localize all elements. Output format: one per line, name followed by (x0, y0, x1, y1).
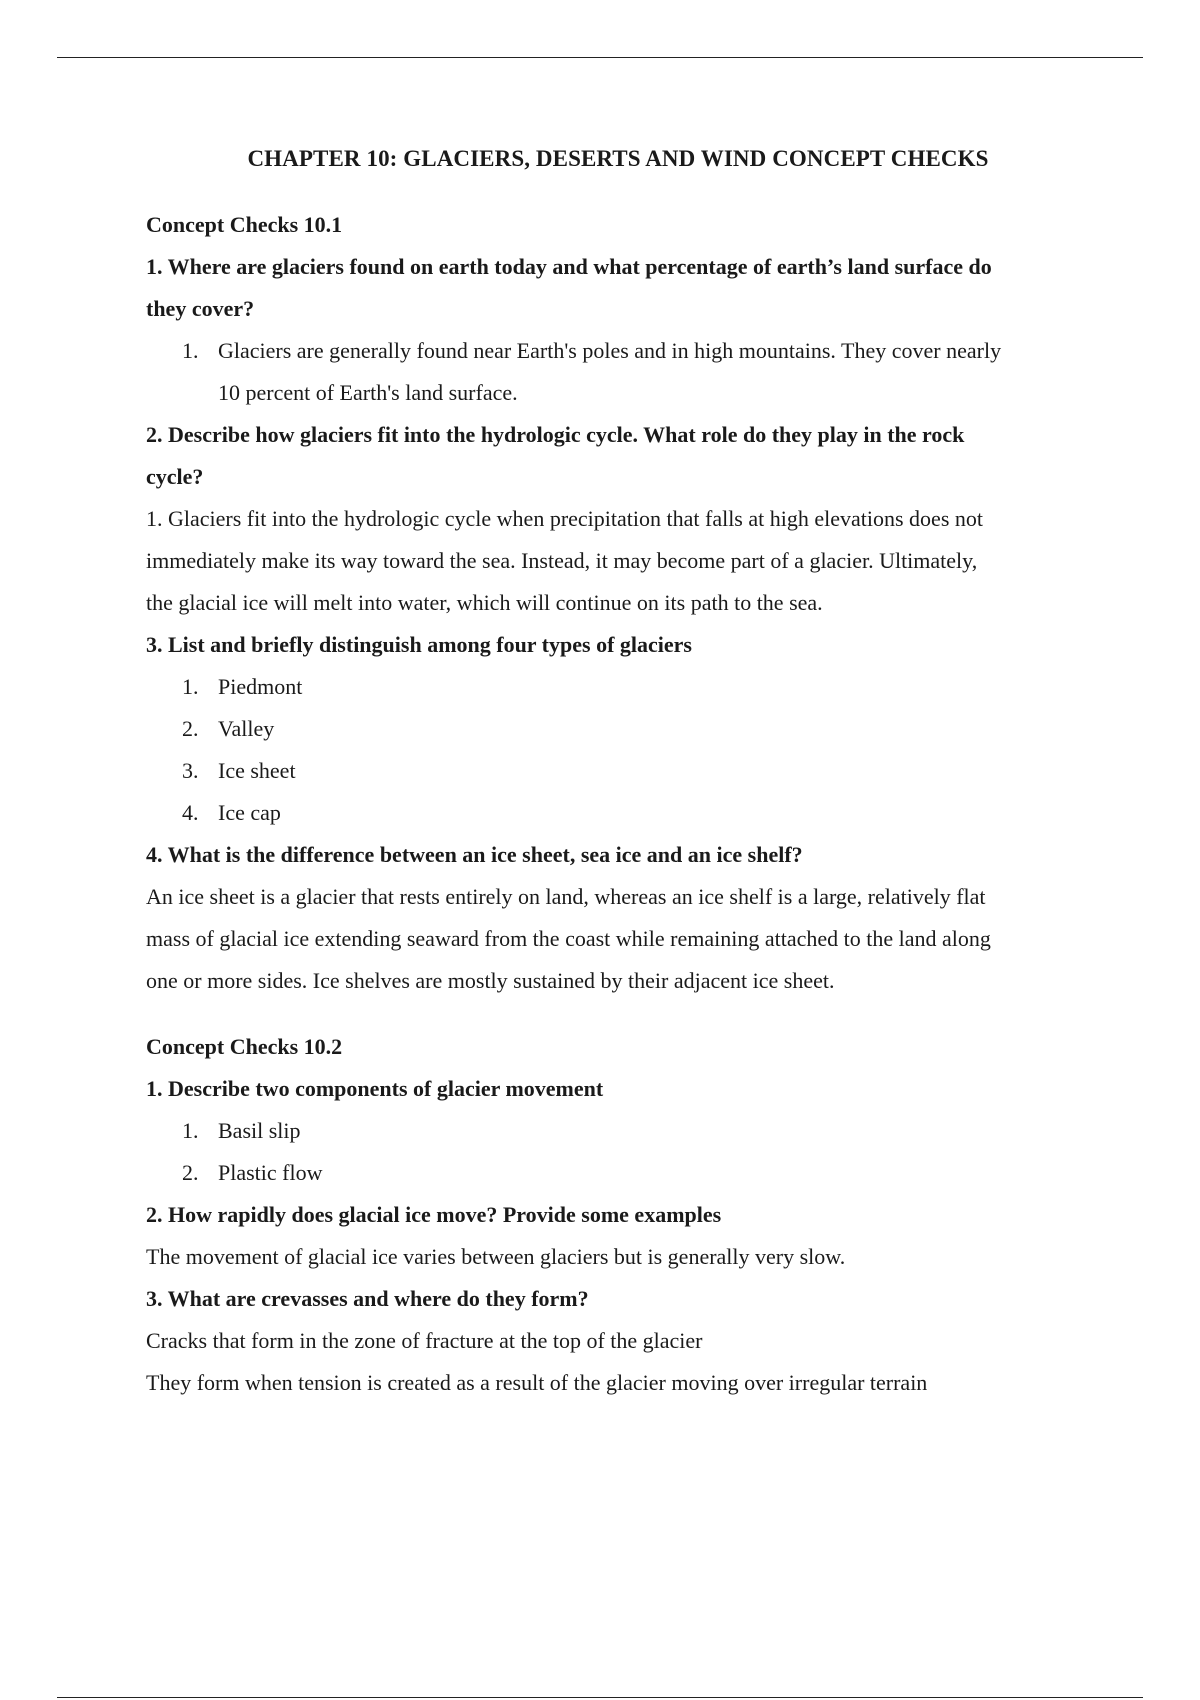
answer-2-2: The movement of glacial ice varies between glaciers but is generally very slow. (146, 1244, 846, 1269)
list-item (146, 670, 1086, 712)
question-2-1: 1. Describe two components of glacier movement (146, 1076, 604, 1101)
answer-2-line-2: immediately make its way toward the sea. Instead, it may become part of a glacier. Ultimately, (146, 548, 978, 573)
list-number: 2. (182, 1160, 199, 1185)
answer-1-item (146, 334, 1086, 376)
section-heading-10-1: Concept Checks 10.1 (146, 212, 343, 237)
answer-4-line-2: mass of glacial ice extending seaward from the coast while remaining attached to the land along (146, 926, 991, 951)
section-gap (146, 1006, 1086, 1030)
list-text: Ice sheet (218, 758, 296, 783)
list-number: 4. (182, 800, 199, 825)
list-number: 1. (182, 674, 199, 699)
list-text: Plastic flow (218, 1160, 323, 1185)
answer-2-3-line-2: They form when tension is created as a result of the glacier moving over irregular terrain (146, 1370, 928, 1395)
list-text: Valley (218, 716, 275, 741)
list-number: 1. (182, 1118, 199, 1143)
answer-4-line-3: one or more sides. Ice shelves are mostly sustained by their adjacent ice sheet. (146, 968, 835, 993)
question-4: 4. What is the difference between an ice sheet, sea ice and an ice shelf? (146, 842, 803, 867)
bottom-rule (57, 1697, 1143, 1698)
list-item (146, 1114, 1086, 1156)
question-3: 3. List and briefly distinguish among four types of glaciers (146, 632, 692, 657)
answer-2-line-1: 1. Glaciers fit into the hydrologic cycle when precipitation that falls at high elevations does not (146, 506, 983, 531)
page-title: CHAPTER 10: GLACIERS, DESERTS AND WIND CONCEPT CHECKS (247, 146, 989, 171)
list-number: 3. (182, 758, 199, 783)
list-text: Basil slip (218, 1118, 301, 1143)
list-item (146, 1156, 1086, 1198)
list-number: 1. (182, 338, 199, 363)
answer-4-line-1: An ice sheet is a glacier that rests entirely on land, whereas an ice shelf is a large, relatively flat (146, 884, 986, 909)
answer-2-3-line-1: Cracks that form in the zone of fracture at the top of the glacier (146, 1328, 703, 1353)
list-text: Piedmont (218, 674, 303, 699)
section-heading-10-2: Concept Checks 10.2 (146, 1034, 343, 1059)
list-item (146, 712, 1086, 754)
answer-1-line-2: 10 percent of Earth's land surface. (218, 380, 518, 405)
answer-1-line-1: Glaciers are generally found near Earth's poles and in high mountains. They cover nearly (218, 338, 1002, 363)
question-2-line-1: 2. Describe how glaciers fit into the hydrologic cycle. What role do they play in the rock (146, 422, 965, 447)
question-2-line-2: cycle? (146, 464, 204, 489)
question-1-line-2: they cover? (146, 296, 255, 321)
list-item (146, 754, 1086, 796)
top-rule (57, 57, 1143, 58)
question-1-line-1: 1. Where are glaciers found on earth today and what percentage of earth’s land surface do (146, 254, 992, 279)
document-body (146, 208, 1086, 1408)
list-item (146, 796, 1086, 838)
question-2-2: 2. How rapidly does glacial ice move? Provide some examples (146, 1202, 722, 1227)
question-2-3: 3. What are crevasses and where do they form? (146, 1286, 589, 1311)
list-number: 2. (182, 716, 199, 741)
list-text: Ice cap (218, 800, 281, 825)
answer-2-line-3: the glacial ice will melt into water, which will continue on its path to the sea. (146, 590, 823, 615)
